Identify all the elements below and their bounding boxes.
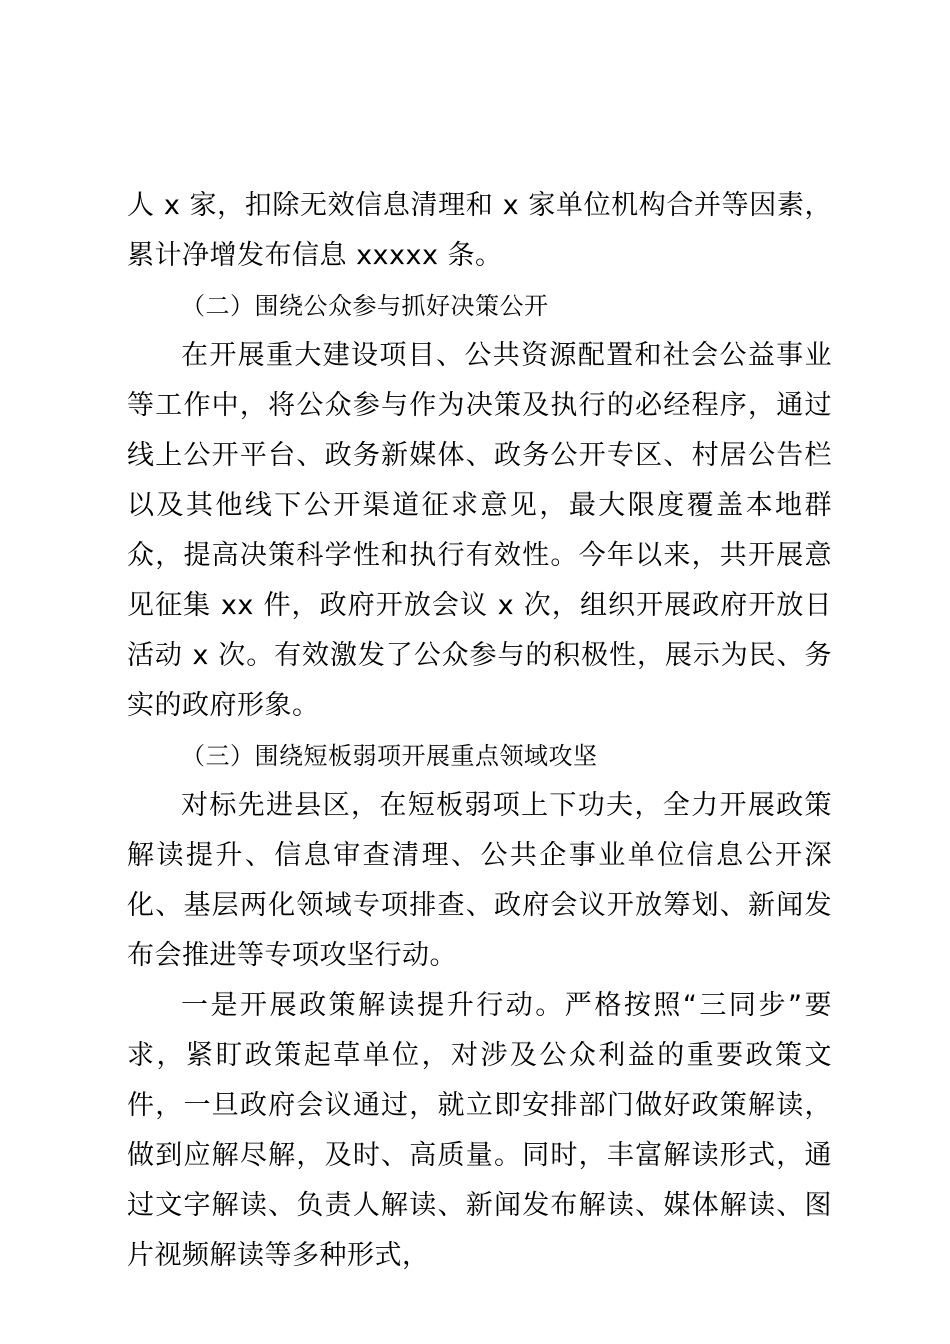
paragraph-continued: 人 x 家，扣除无效信息清理和 x 家单位机构合并等因素，累计净增发布信息 xxxxx 条。 <box>127 190 832 271</box>
section-heading-3: （三）围绕短板弱项开展重点领域攻坚 <box>181 742 598 770</box>
document-body <box>127 181 832 1281</box>
paragraph-public-participation: 在开展重大建设项目、公共资源配置和社会公益事业等工作中，将公众参与作为决策及执行的必经程序，通过线上公开平台、政务新媒体、政务公开专区、村居公告栏以及其他线下公开渠道征求意见，最大限度覆盖本地群众，提高决策科学性和执行有效性。今年以来，共开展意见征集 xx 件，政府开放会议 x 次，组织开展政府开放日活动 x 次。有效激发了公众参与的积极性，展示为民、务实的政府形象。 <box>127 340 832 721</box>
paragraph-policy-interpretation: 一是开展政策解读提升行动。严格按照“三同步”要求，紧盯政策起草单位，对涉及公众利益的重要政策文件，一旦政府会议通过，就立即安排部门做好政策解读，做到应解尽解，及时、高质量。同时，丰富解读形式，通过文字解读、负责人解读、新闻发布解读、媒体解读、图片视频解读等多种形式， <box>127 990 832 1271</box>
paragraph-key-areas: 对标先进县区，在短板弱项上下功夫，全力开展政策解读提升、信息审查清理、公共企事业单位信息公开深化、基层两化领域专项排查、政府会议开放筹划、新闻发布会推进等专项攻坚行动。 <box>127 790 832 971</box>
section-heading-2: （二）围绕公众参与抓好决策公开 <box>181 292 549 320</box>
